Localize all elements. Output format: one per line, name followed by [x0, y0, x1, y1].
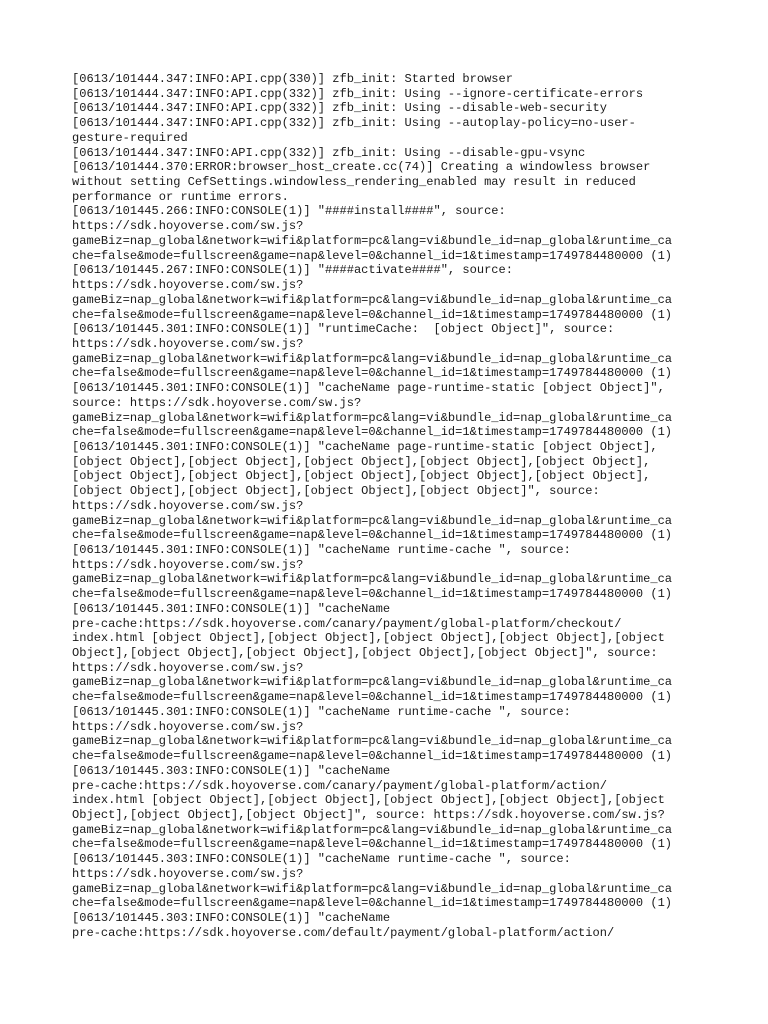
log-line: index.html [object Object],[object Object],[object Object],[object Object],[object	[72, 793, 665, 808]
log-line: [0613/101444.347:INFO:API.cpp(332)] zfb_init: Using --autoplay-policy=no-user-	[72, 116, 636, 131]
log-line: che=false&mode=fullscreen&game=nap&level=0&channel_id=1&timestamp=1749784480000 (1)	[72, 528, 673, 543]
log-line: che=false&mode=fullscreen&game=nap&level=0&channel_id=1&timestamp=1749784480000 (1)	[72, 896, 673, 911]
log-line: gameBiz=nap_global&network=wifi&platform=pc&lang=vi&bundle_id=nap_global&runtime_ca	[72, 572, 673, 587]
log-line: https://sdk.hoyoverse.com/sw.js?	[72, 719, 304, 734]
log-line: [0613/101444.347:INFO:API.cpp(332)] zfb_init: Using --ignore-certificate-errors	[72, 86, 644, 101]
log-line: che=false&mode=fullscreen&game=nap&level=0&channel_id=1&timestamp=1749784480000 (1)	[72, 749, 673, 764]
log-line: gameBiz=nap_global&network=wifi&platform=pc&lang=vi&bundle_id=nap_global&runtime_ca	[72, 822, 673, 837]
log-line: Object],[object Object],[object Object]", source: https://sdk.hoyoverse.com/sw.js?	[72, 807, 665, 822]
log-line: https://sdk.hoyoverse.com/sw.js?	[72, 660, 304, 675]
log-line: performance or runtime errors.	[72, 189, 289, 204]
log-line: che=false&mode=fullscreen&game=nap&level=0&channel_id=1&timestamp=1749784480000 (1)	[72, 587, 673, 602]
log-line: che=false&mode=fullscreen&game=nap&level=0&channel_id=1&timestamp=1749784480000 (1)	[72, 837, 673, 852]
log-line: gameBiz=nap_global&network=wifi&platform=pc&lang=vi&bundle_id=nap_global&runtime_ca	[72, 410, 673, 425]
log-line: gameBiz=nap_global&network=wifi&platform=pc&lang=vi&bundle_id=nap_global&runtime_ca	[72, 351, 673, 366]
log-line: [object Object],[object Object],[object Object],[object Object],[object Object],	[72, 454, 651, 469]
log-line: [0613/101445.303:INFO:CONSOLE(1)] "cacheName	[72, 763, 391, 778]
log-line: gameBiz=nap_global&network=wifi&platform=pc&lang=vi&bundle_id=nap_global&runtime_ca	[72, 881, 673, 896]
log-line: pre-cache:https://sdk.hoyoverse.com/default/payment/global-platform/action/	[72, 925, 615, 940]
log-line: [0613/101445.266:INFO:CONSOLE(1)] "####install####", source:	[72, 204, 506, 219]
log-line: [0613/101445.301:INFO:CONSOLE(1)] "runtimeCache: [object Object]", source:	[72, 322, 615, 337]
log-line: che=false&mode=fullscreen&game=nap&level=0&channel_id=1&timestamp=1749784480000 (1)	[72, 425, 673, 440]
log-line: [0613/101444.347:INFO:API.cpp(332)] zfb_init: Using --disable-web-security	[72, 101, 607, 116]
log-line: gameBiz=nap_global&network=wifi&platform=pc&lang=vi&bundle_id=nap_global&runtime_ca	[72, 513, 673, 528]
log-line: che=false&mode=fullscreen&game=nap&level=0&channel_id=1&timestamp=1749784480000 (1)	[72, 366, 673, 381]
log-line: index.html [object Object],[object Object],[object Object],[object Object],[object	[72, 631, 665, 646]
log-line: without setting CefSettings.windowless_rendering_enabled may result in reduced	[72, 175, 636, 190]
log-line: https://sdk.hoyoverse.com/sw.js?	[72, 278, 304, 293]
log-line: pre-cache:https://sdk.hoyoverse.com/canary/payment/global-platform/checkout/	[72, 616, 622, 631]
log-line: pre-cache:https://sdk.hoyoverse.com/canary/payment/global-platform/action/	[72, 778, 607, 793]
log-line: [0613/101445.303:INFO:CONSOLE(1)] "cacheName runtime-cache ", source:	[72, 852, 571, 867]
log-line: gameBiz=nap_global&network=wifi&platform=pc&lang=vi&bundle_id=nap_global&runtime_ca	[72, 292, 673, 307]
log-line: source: https://sdk.hoyoverse.com/sw.js?	[72, 395, 362, 410]
log-line: [0613/101445.267:INFO:CONSOLE(1)] "####activate####", source:	[72, 263, 513, 278]
log-line: https://sdk.hoyoverse.com/sw.js?	[72, 336, 304, 351]
log-line: Object],[object Object],[object Object],[object Object],[object Object]", source:	[72, 646, 658, 661]
log-line: gesture-required	[72, 130, 188, 145]
log-line: gameBiz=nap_global&network=wifi&platform=pc&lang=vi&bundle_id=nap_global&runtime_ca	[72, 675, 673, 690]
log-line: [0613/101444.347:INFO:API.cpp(330)] zfb_init: Started browser	[72, 72, 513, 86]
log-line: che=false&mode=fullscreen&game=nap&level=0&channel_id=1&timestamp=1749784480000 (1)	[72, 248, 673, 263]
log-line: https://sdk.hoyoverse.com/sw.js?	[72, 866, 304, 881]
log-line: [0613/101445.301:INFO:CONSOLE(1)] "cacheName	[72, 601, 391, 616]
log-line: [0613/101445.301:INFO:CONSOLE(1)] "cacheName page-runtime-static [object Object]",	[72, 381, 665, 396]
log-line: [0613/101444.347:INFO:API.cpp(332)] zfb_init: Using --disable-gpu-vsync	[72, 145, 586, 160]
log-line: [object Object],[object Object],[object Object],[object Object]", source:	[72, 484, 600, 499]
log-line: che=false&mode=fullscreen&game=nap&level=0&channel_id=1&timestamp=1749784480000 (1)	[72, 690, 673, 705]
log-line: [object Object],[object Object],[object Object],[object Object],[object Object],	[72, 469, 651, 484]
log-line: [0613/101445.303:INFO:CONSOLE(1)] "cacheName	[72, 910, 391, 925]
log-line: https://sdk.hoyoverse.com/sw.js?	[72, 498, 304, 513]
log-line: [0613/101445.301:INFO:CONSOLE(1)] "cacheName page-runtime-static [object Object],	[72, 439, 658, 454]
log-line: https://sdk.hoyoverse.com/sw.js?	[72, 557, 304, 572]
log-line: gameBiz=nap_global&network=wifi&platform=pc&lang=vi&bundle_id=nap_global&runtime_ca	[72, 233, 673, 248]
log-line: [0613/101445.301:INFO:CONSOLE(1)] "cacheName runtime-cache ", source:	[72, 704, 571, 719]
log-line: [0613/101445.301:INFO:CONSOLE(1)] "cacheName runtime-cache ", source:	[72, 543, 571, 557]
log-line: [0613/101444.370:ERROR:browser_host_create.cc(74)] Creating a windowless browser	[72, 160, 651, 175]
log-line: gameBiz=nap_global&network=wifi&platform=pc&lang=vi&bundle_id=nap_global&runtime_ca	[72, 734, 673, 749]
log-line: che=false&mode=fullscreen&game=nap&level=0&channel_id=1&timestamp=1749784480000 (1)	[72, 307, 673, 322]
log-line: https://sdk.hoyoverse.com/sw.js?	[72, 219, 304, 234]
log-text-block	[72, 72, 702, 940]
